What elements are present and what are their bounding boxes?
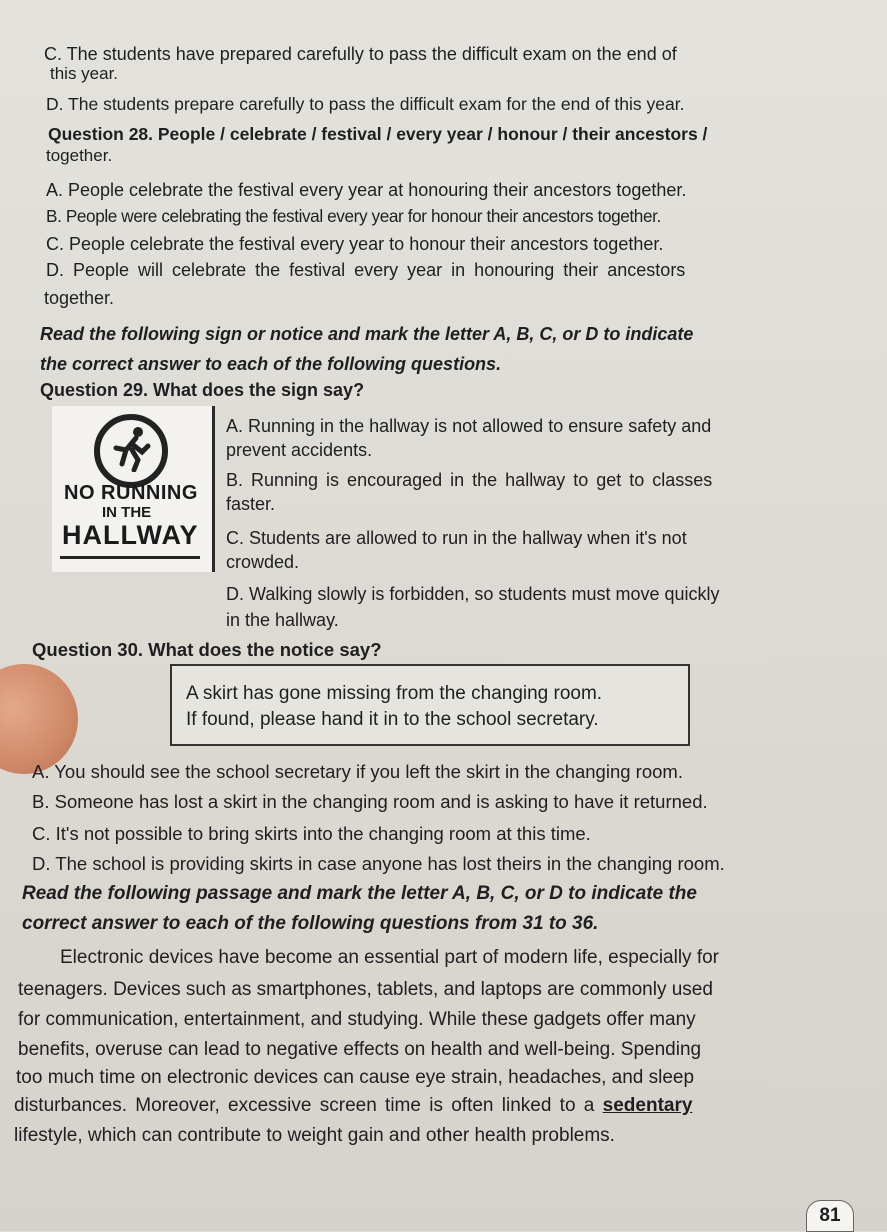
sign-text-in-the: IN THE — [102, 504, 152, 521]
notice-line1: A skirt has gone missing from the changing room. — [186, 683, 603, 704]
runner-icon — [108, 424, 156, 480]
q28-option-d-line1: D. People will celebrate the festival every year in honouring their ancestors — [46, 260, 686, 280]
passage-instruction-line2: correct answer to each of the following questions from 31 to 36. — [22, 913, 599, 934]
sign-instruction-line1: Read the following sign or notice and mark the letter A, B, C, or D to indicate — [40, 324, 694, 344]
sign-text-hallway: HALLWAY — [62, 520, 199, 550]
q29-prompt: Question 29. What does the sign say? — [40, 380, 365, 400]
passage-line-6-text: disturbances. Moreover, excessive screen time is often linked to a — [14, 1095, 603, 1116]
q29-option-a-line2: prevent accidents. — [226, 440, 373, 460]
q28-prompt-line1 — [48, 122, 707, 146]
q28-prompt: Question 28. People / celebrate / festival / every year / honour / their ancestors / — [48, 124, 708, 144]
sign-underline — [60, 556, 200, 559]
q28-option-c: C. People celebrate the festival every year to honour their ancestors together. — [46, 234, 664, 254]
no-running-sign — [52, 406, 215, 572]
q29-option-c-line1: C. Students are allowed to run in the hallway when it's not — [226, 528, 687, 548]
passage-line-7: lifestyle, which can contribute to weight gain and other health problems. — [14, 1125, 615, 1146]
passage-instruction-line1: Read the following passage and mark the letter A, B, C, or D to indicate the — [22, 883, 697, 904]
notice-line2: If found, please hand it in to the school secretary. — [186, 709, 599, 730]
passage-line-1: Electronic devices have become an essential part of modern life, especially for — [60, 947, 720, 968]
q29-option-b-line1: B. Running is encouraged in the hallway to get to classes — [226, 470, 713, 490]
q29-option-b-line2: faster. — [226, 494, 276, 514]
q28-option-d-line2: together. — [44, 288, 115, 308]
q30-option-a: A. You should see the school secretary if you left the skirt in the changing room. — [32, 761, 683, 782]
q28-prompt-line2: together. — [46, 146, 113, 165]
passage-line-5: too much time on electronic devices can cause eye strain, headaches, and sleep — [16, 1067, 695, 1088]
q29-option-d-line2: in the hallway. — [226, 610, 339, 630]
passage-line-2: teenagers. Devices such as smartphones, tablets, and laptops are commonly used — [18, 979, 713, 1000]
page-number: 81 — [806, 1200, 854, 1232]
passage-line-6 — [14, 1094, 692, 1118]
q30-prompt: Question 30. What does the notice say? — [32, 639, 382, 660]
q27-option-c-line2: this year. — [50, 64, 119, 83]
underlined-word-sedentary: sedentary — [602, 1095, 693, 1116]
q29-option-d-line1: D. Walking slowly is forbidden, so students must move quickly — [226, 584, 720, 604]
passage-line-3: for communication, entertainment, and studying. While these gadgets offer many — [18, 1009, 696, 1030]
sign-instruction-line2: the correct answer to each of the following questions. — [40, 354, 502, 374]
passage-line-4: benefits, overuse can lead to negative effects on health and well-being. Spending — [18, 1039, 702, 1060]
notice-box — [170, 664, 690, 746]
q29-option-c-line2: crowded. — [226, 552, 300, 572]
q29-option-a-line1: A. Running in the hallway is not allowed to ensure safety and — [226, 416, 712, 436]
q27-option-d: D. The students prepare carefully to pass the difficult exam for the end of this year. — [46, 94, 685, 114]
q30-option-b: B. Someone has lost a skirt in the changing room and is asking to have it returned. — [32, 791, 708, 812]
finger-photo — [0, 664, 78, 774]
q28-option-b: B. People were celebrating the festival every year for honour their ancestors together. — [46, 206, 661, 226]
q30-option-d: D. The school is providing skirts in case anyone has lost theirs in the changing room. — [32, 853, 725, 874]
q28-option-a: A. People celebrate the festival every year at honouring their ancestors together. — [46, 180, 687, 200]
q30-option-c: C. It's not possible to bring skirts into the changing room at this time. — [32, 823, 591, 844]
q27-option-c-line1: C. The students have prepared carefully to pass the difficult exam on the end of — [44, 44, 677, 64]
sign-text-no-running: NO RUNNING — [64, 482, 198, 504]
